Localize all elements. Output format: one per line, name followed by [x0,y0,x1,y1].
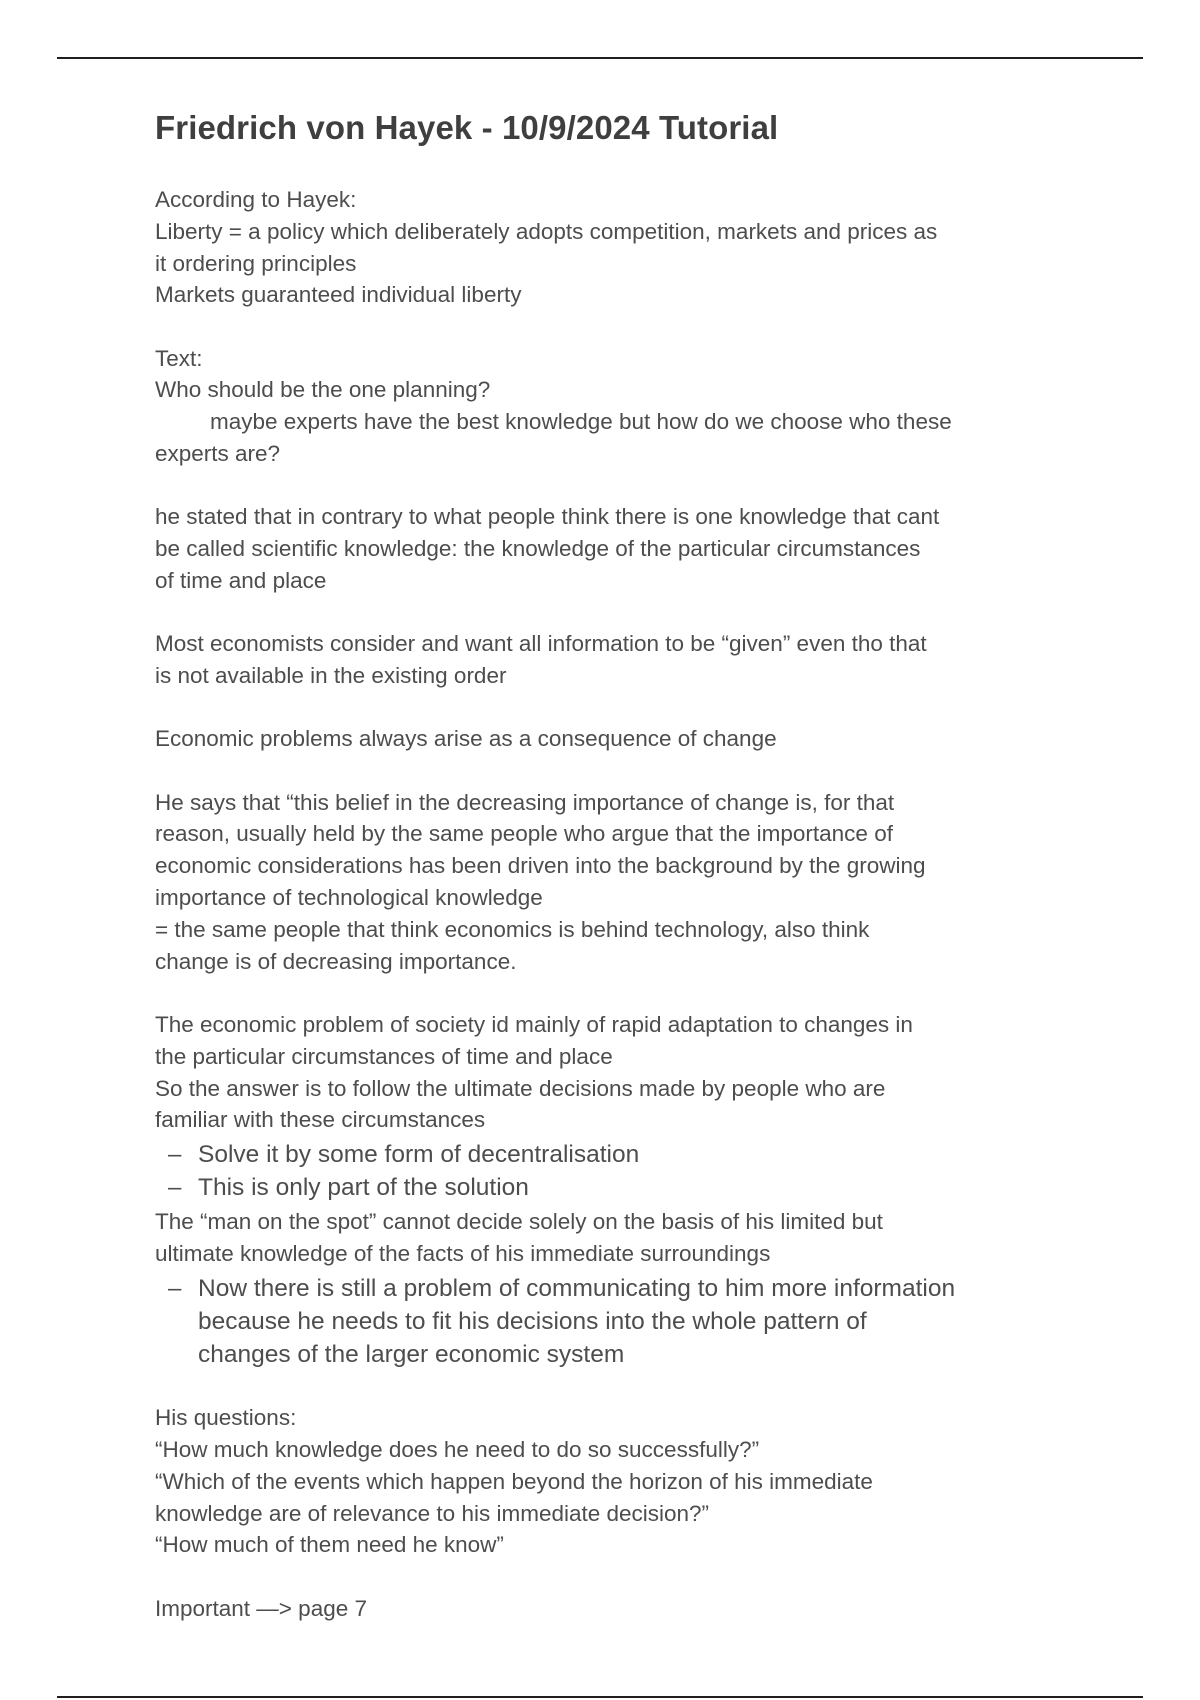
text-line: Text: [155,345,203,371]
text-line: is not available in the existing order [155,663,507,689]
bottom-rule [57,1696,1143,1698]
list-item-text: Solve it by some form of decentralisation [198,1141,640,1169]
list-item [155,1171,1055,1204]
text-line: He says that “this belief in the decreasing importance of change is, for that [155,789,895,815]
paragraph-questions [155,1402,1055,1561]
text-line: “Which of the events which happen beyond the horizon of his immediate [155,1468,873,1494]
paragraph-economists [155,628,1055,692]
text-line: The “man on the spot” cannot decide solely on the basis of his limited but [155,1209,883,1235]
text-line: Important —> page 7 [155,1595,368,1621]
list-item-text: because he needs to fit his decisions into the whole pattern of [198,1307,867,1335]
text-line: = the same people that think economics is behind technology, also think [155,916,870,942]
text-line: Liberty = a policy which deliberately adopts competition, markets and prices as [155,218,938,244]
text-line: it ordering principles [155,250,357,276]
text-line: familiar with these circumstances [155,1107,486,1133]
text-line: economic considerations has been driven into the background by the growing [155,853,926,879]
paragraph-important [155,1593,1055,1625]
page-title: Friedrich von Hayek - 10/9/2024 Tutorial [155,109,779,146]
text-line: According to Hayek: [155,187,357,212]
top-rule [57,57,1143,59]
text-line: the particular circumstances of time and place [155,1043,613,1069]
text-line: knowledge are of relevance to his immediate decision?” [155,1500,710,1526]
paragraph-planning [155,343,1055,470]
text-line: His questions: [155,1405,297,1431]
text-line: importance of technological knowledge [155,885,543,911]
paragraph-change [155,723,1055,755]
text-line: Markets guaranteed individual liberty [155,282,522,308]
list-item-text: This is only part of the solution [198,1174,529,1202]
list-item [155,1272,1055,1371]
note-content [155,104,1055,1656]
text-line: change is of decreasing importance. [155,948,517,974]
text-line: of time and place [155,567,327,593]
bullet-list [155,1138,1055,1204]
text-line: Most economists consider and want all information to be “given” even tho that [155,631,927,657]
paragraph-knowledge [155,501,1055,596]
text-line: The economic problem of society id mainly of rapid adaptation to changes in [155,1011,913,1037]
text-line: “How much of them need he know” [155,1532,504,1558]
text-line: Economic problems always arise as a consequence of change [155,726,777,752]
paragraph-quote [155,787,1055,978]
list-item [155,1138,1055,1171]
dash-marker: – [168,1174,182,1202]
bullet-list [155,1272,1055,1371]
dash-marker: – [168,1274,182,1302]
text-line: be called scientific knowledge: the knowledge of the particular circumstances [155,536,921,562]
paragraph-economic-problem [155,1009,1055,1371]
text-line: “How much knowledge does he need to do so successfully?” [155,1437,760,1463]
list-item-text: changes of the larger economic system [198,1340,625,1368]
list-item-text: Now there is still a problem of communicating to him more information [198,1274,956,1302]
indented-line: maybe experts have the best knowledge but how do we choose who these [210,409,952,435]
text-line: ultimate knowledge of the facts of his immediate surroundings [155,1240,771,1266]
text-line: Who should be the one planning? [155,377,491,403]
text-line: experts are? [155,441,281,467]
text-line: So the answer is to follow the ultimate decisions made by people who are [155,1075,886,1101]
text-line: reason, usually held by the same people who argue that the importance of [155,821,893,847]
text-line: he stated that in contrary to what people think there is one knowledge that cant [155,504,940,530]
paragraph-liberty [155,184,1055,311]
dash-marker: – [168,1141,182,1169]
